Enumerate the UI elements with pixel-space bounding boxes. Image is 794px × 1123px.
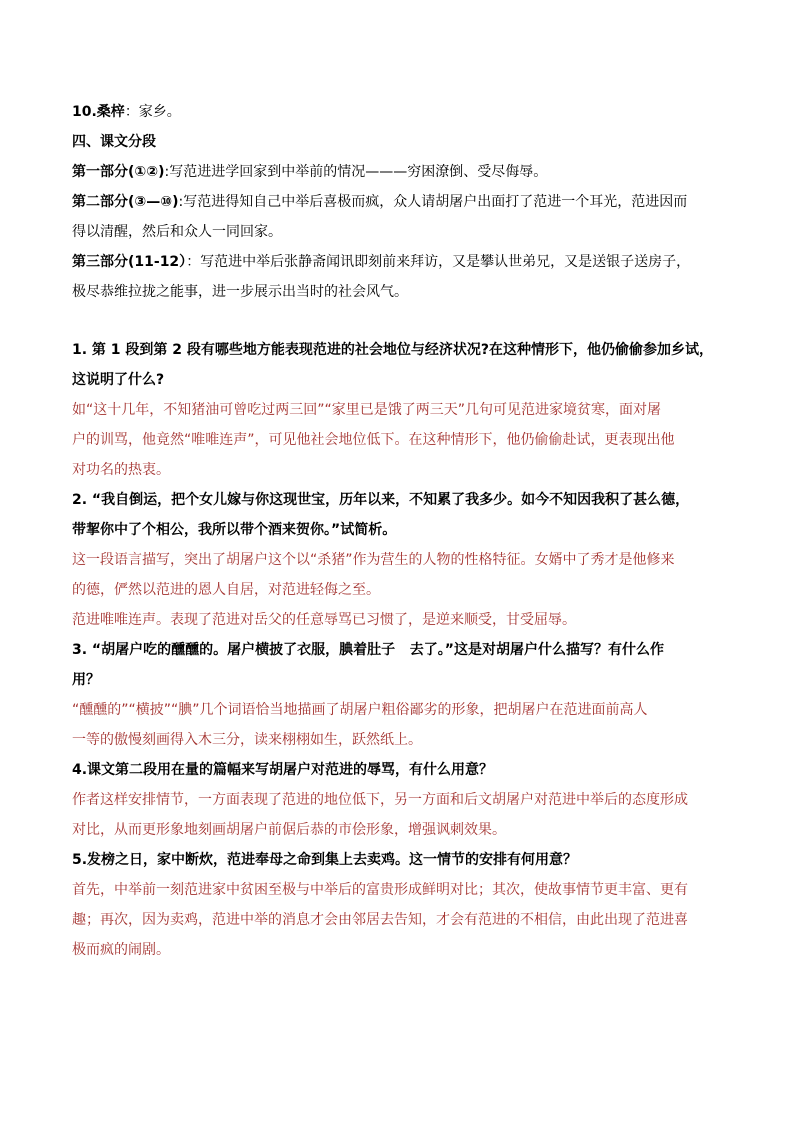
question-4-line-1: 4.课文第二段用在量的篇幅来写胡屠户对范进的辱骂，有什么用意？	[72, 762, 494, 778]
answer-2b-line-1: 范进唯唯连声。表现了范进对岳父的任意辱骂已习惯了，是逆来顺受，甘受屈辱。	[72, 612, 576, 628]
answer-5-line-3: 极而疯的闹剧。	[72, 942, 170, 958]
answer-4-line-1: 作者这样安排情节，一方面表现了范进的地位低下，另一方面和后文胡屠户对范进中举后的态度形成	[72, 792, 688, 808]
part-2-label: 第二部分(③—⑩)	[72, 194, 179, 210]
answer-2a-line-2: 的德，俨然以范进的恩人自居，对范进轻侮之至。	[72, 582, 380, 598]
part-3-label: 第三部分(11-12）	[72, 254, 187, 270]
part-2	[72, 187, 732, 217]
answer-2a-line-1: 这一段语言描写，突出了胡屠户这个以“杀猪”作为营生的人物的性格特征。女婿中了秀才是他修来	[72, 552, 675, 568]
answer-3-line-1: “醺醺的”“横披”“腆”几个词语恰当地描画了胡屠户粗俗鄙劣的形象，把胡屠户在范进面前高人	[72, 702, 648, 718]
document-body	[72, 97, 732, 965]
question-1-line-1: 1. 第 1 段到第 2 段有哪些地方能表现范进的社会地位与经济状况?在这种情形下，他仍偷偷参加乡试，	[72, 342, 714, 358]
part-2-continued: 得以清醒，然后和众人一同回家。	[72, 224, 282, 240]
section-gap	[72, 307, 732, 335]
question-3-line-1: 3. “胡屠户吃的醺醺的。屠户横披了衣服，腆着肚子 去了。”这是对胡屠户什么描写？有什么作	[72, 642, 664, 658]
answer-5-line-2: 趣；再次，因为卖鸡，范进中举的消息才会由邻居去告知，才会有范进的不相信，由此出现了范进喜	[72, 912, 688, 928]
part-1-label: 第一部分(①②)	[72, 164, 165, 180]
answer-5-line-1: 首先，中举前一刻范进家中贫困至极与中举后的富贵形成鲜明对比；其次，使故事情节更丰富、更有	[72, 882, 688, 898]
part-1	[72, 157, 732, 187]
answer-1-line-1: 如“这十几年，不知猪油可曾吃过两三回”“家里已是饿了两三天”几句可见范进家境贫寒，面对屠	[72, 402, 662, 418]
section-heading: 四、课文分段	[72, 134, 156, 150]
part-1-text: :写范进进学回家到中举前的情况———穷困潦倒、受尽侮辱。	[164, 164, 548, 180]
part-2-text: :写范进得知自己中举后喜极而疯，众人请胡屠户出面打了范进一个耳光，范进因而	[178, 194, 688, 210]
glossary-entry	[72, 97, 732, 127]
answer-4-line-2: 对比，从而更形象地刻画胡屠户前倨后恭的市侩形象，增强讽刺效果。	[72, 822, 506, 838]
question-1-line-2: 这说明了什么?	[72, 372, 165, 388]
question-2-line-2: 带挈你中了个相公，我所以带个酒来贺你。”试简析。	[72, 522, 397, 538]
answer-1-line-2: 户的训骂，他竟然“唯唯连声”，可见他社会地位低下。在这种情形下，他仍偷偷赴试，更表现出他	[72, 432, 675, 448]
question-2-line-1: 2. “我自倒运，把个女儿嫁与你这现世宝，历年以来，不知累了我多少。如今不知因我积了甚么德，	[72, 492, 690, 508]
part-3-text: ：写范进中举后张静斋闻讯即刻前来拜访，又是攀认世弟兄，又是送银子送房子，	[186, 254, 691, 270]
glossary-term: 10.桑梓	[72, 104, 125, 120]
question-3-line-2: 用？	[72, 672, 100, 688]
glossary-definition: ：家乡。	[124, 104, 181, 120]
answer-3-line-2: 一等的傲慢刻画得入木三分，读来栩栩如生，跃然纸上。	[72, 732, 422, 748]
part-3	[72, 247, 732, 277]
question-5-line-1: 5.发榜之日，家中断炊，范进奉母之命到集上去卖鸡。这一情节的安排有何用意？	[72, 852, 578, 868]
part-3-continued: 极尽恭维拉拢之能事，进一步展示出当时的社会风气。	[72, 284, 408, 300]
answer-1-line-3: 对功名的热衷。	[72, 462, 170, 478]
